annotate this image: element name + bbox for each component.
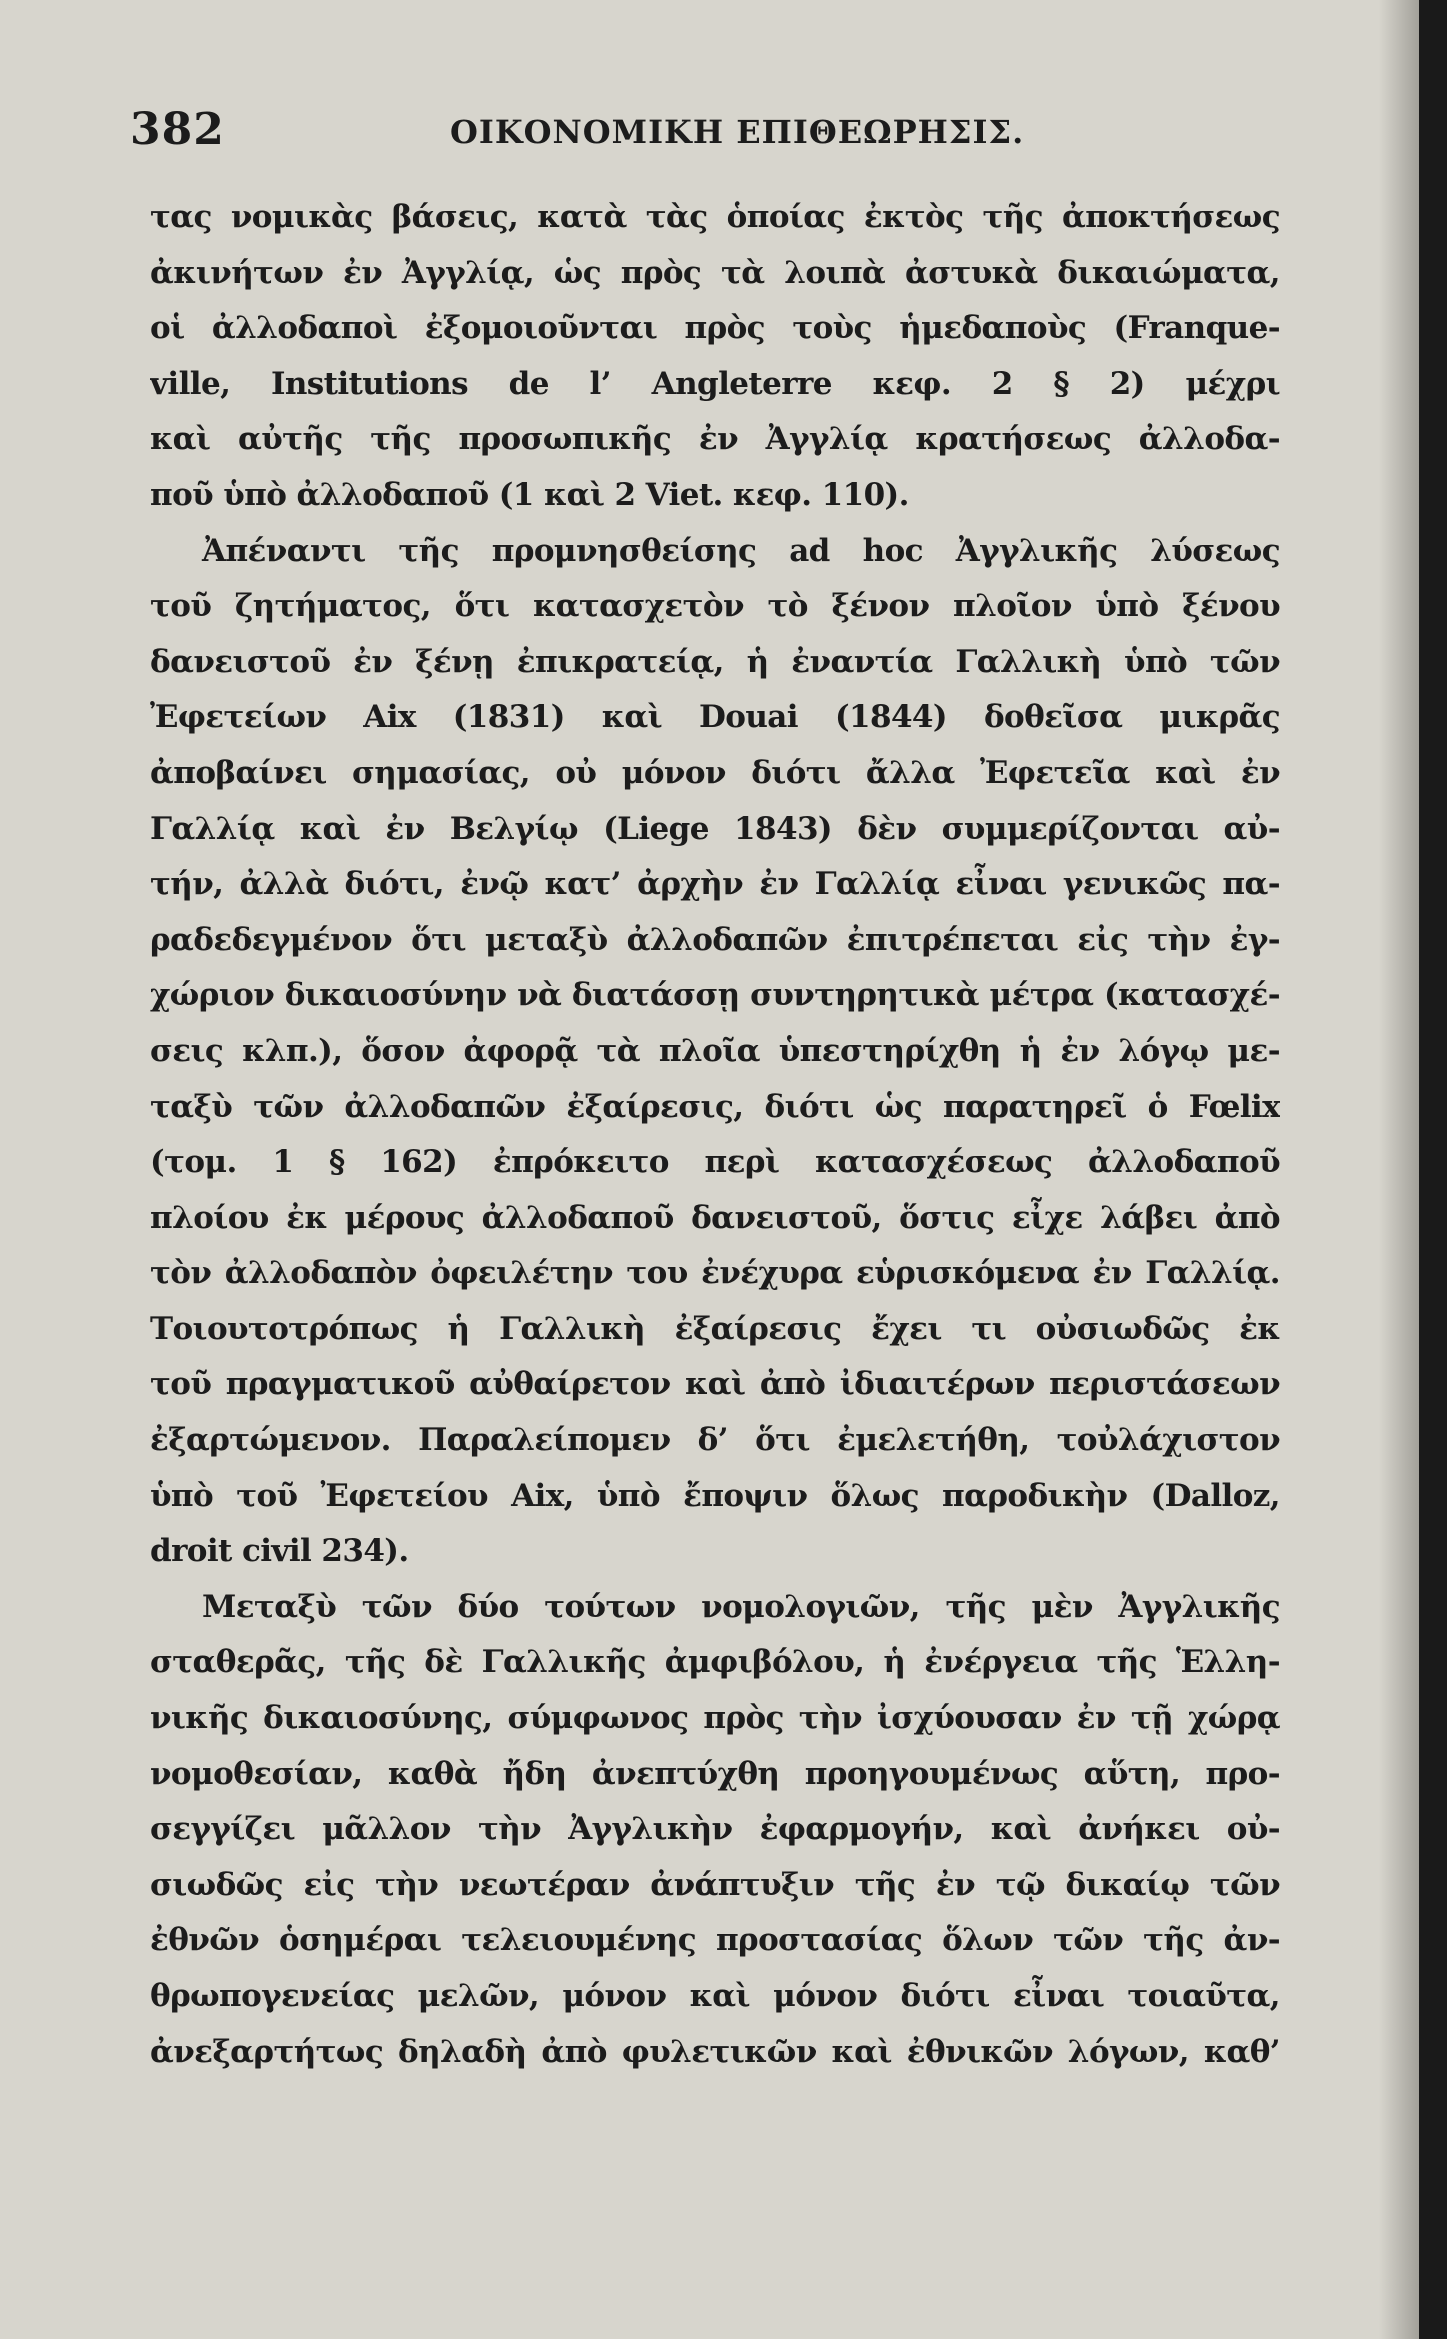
text-line: ραδεδεγμένον ὅτι μεταξὺ ἀλλοδαπῶν ἐπιτρέπεται εἰς τὴν ἐγ- [150,921,1280,958]
text-line: τας νομικὰς βάσεις, κατὰ τὰς ὁποίας ἐκτὸς τῆς ἀποκτήσεως [150,199,1280,235]
text-line: ἐθνῶν ὁσημέραι τελειουμένης προστασίας ὅλων τῶν τῆς ἀν- [150,1922,1280,1959]
text-line: νομοθεσίαν, καθὰ ἤδη ἀνεπτύχθη προηγουμένως αὕτη, προ- [150,1755,1280,1792]
text-line: πλοίου ἐκ μέρους ἀλλοδαποῦ δανειστοῦ, ὅστις εἶχε λάβει ἀπὸ [150,1199,1280,1236]
page-number: 382 [130,104,225,155]
text-line: σιωδῶς εἰς τὴν νεωτέραν ἀνάπτυξιν τῆς ἐν τῷ δικαίῳ τῶν [150,1866,1280,1903]
text-line: ταξὺ τῶν ἀλλοδαπῶν ἐξαίρεσις, διότι ὡς παρατηρεῖ ὁ Fœlix [150,1088,1280,1125]
text-line: καὶ αὐτῆς τῆς προσωπικῆς ἐν Ἀγγλίᾳ κρατήσεως ἀλλοδα- [150,421,1280,458]
text-line: ville, Institutions de l’ Angleterre κεφ. 2 § 2) μέχρι [150,365,1280,402]
text-line: σταθερᾶς, τῆς δὲ Γαλλικῆς ἀμφιβόλου, ἡ ἐνέργεια τῆς Ἑλλη- [150,1644,1280,1681]
text-line: οἱ ἀλλοδαποὶ ἐξομοιοῦνται πρὸς τοὺς ἡμεδαποὺς (Franque- [150,310,1280,347]
text-line: ἀκινήτων ἐν Ἀγγλίᾳ, ὡς πρὸς τὰ λοιπὰ ἀστυκὰ δικαιώματα, [150,254,1280,291]
text-line: χώριον δικαιοσύνην νὰ διατάσσῃ συντηρητικὰ μέτρα (κατασχέ- [150,977,1280,1014]
text-line: τοῦ πραγματικοῦ αὐθαίρετον καὶ ἀπὸ ἰδιαιτέρων περιστάσεων [150,1366,1280,1403]
text-line: Ἐφετείων Aix (1831) καὶ Douai (1844) δοθεῖσα μικρᾶς [150,699,1280,736]
text-line: τήν, ἀλλὰ διότι, ἐνῷ κατ’ ἀρχὴν ἐν Γαλλίᾳ εἶναι γενικῶς πα- [150,866,1280,903]
page-edge-shadow [1379,0,1419,2339]
text-line: σεις κλπ.), ὅσον ἀφορᾷ τὰ πλοῖα ὑπεστηρίχθη ἡ ἐν λόγῳ με- [150,1032,1280,1069]
scan-border [1419,0,1447,2339]
page-header [130,100,1280,160]
text-line: Γαλλίᾳ καὶ ἐν Βελγίῳ (Liege 1843) δὲν συμμερίζονται αὐ- [150,810,1280,847]
text-line: σεγγίζει μᾶλλον τὴν Ἀγγλικὴν ἐφαρμογήν, καὶ ἀνήκει οὐ- [150,1811,1280,1848]
text-line: ποῦ ὑπὸ ἀλλοδαποῦ (1 καὶ 2 Viet. κεφ. 110). [150,476,909,513]
text-line: Τοιουτοτρόπως ἡ Γαλλικὴ ἐξαίρεσις ἔχει τι οὐσιωδῶς ἐκ [150,1310,1280,1347]
text-line: τὸν ἀλλοδαπὸν ὀφειλέτην του ἐνέχυρα εὑρισκόμενα ἐν Γαλλίᾳ. [150,1255,1280,1292]
text-line: ἀνεξαρτήτως δηλαδὴ ἀπὸ φυλετικῶν καὶ ἐθνικῶν λόγων, καθ’ [150,2033,1280,2070]
text-line: ἐξαρτώμενον. Παραλείπομεν δ’ ὅτι ἐμελετήθη, τοὐλάχιστον [150,1422,1280,1459]
text-line: νικῆς δικαιοσύνης, σύμφωνος πρὸς τὴν ἰσχύουσαν ἐν τῇ χώρᾳ [150,1700,1280,1737]
body-text [150,190,1280,2080]
text-line: ὑπὸ τοῦ Ἐφετείου Aix, ὑπὸ ἔποψιν ὅλως παροδικὴν (Dalloz, [150,1477,1280,1514]
text-line: (τομ. 1 § 162) ἐπρόκειτο περὶ κατασχέσεως ἀλλοδαποῦ [150,1144,1280,1181]
text-line: δανειστοῦ ἐν ξένῃ ἐπικρατείᾳ, ἡ ἐναντία Γαλλικὴ ὑπὸ τῶν [150,643,1280,680]
text-line: Μεταξὺ τῶν δύο τούτων νομολογιῶν, τῆς μὲν Ἀγγλικῆς [202,1588,1280,1625]
text-line: ἀποβαίνει σημασίας, οὐ μόνον διότι ἄλλα Ἐφετεῖα καὶ ἐν [150,754,1280,791]
text-line: Ἀπέναντι τῆς προμνησθείσης ad hoc Ἀγγλικῆς λύσεως [202,532,1280,569]
running-head: ΟΙΚΟΝΟΜΙΚΗ ΕΠΙΘΕΩΡΗΣΙΣ. [450,113,1025,151]
text-line: θρωπογενείας μελῶν, μόνον καὶ μόνον διότι εἶναι τοιαῦτα, [150,1978,1280,2014]
text-line: droit civil 234). [150,1533,409,1570]
text-line: τοῦ ζητήματος, ὅτι κατασχετὸν τὸ ξένον πλοῖον ὑπὸ ξένου [150,588,1280,625]
